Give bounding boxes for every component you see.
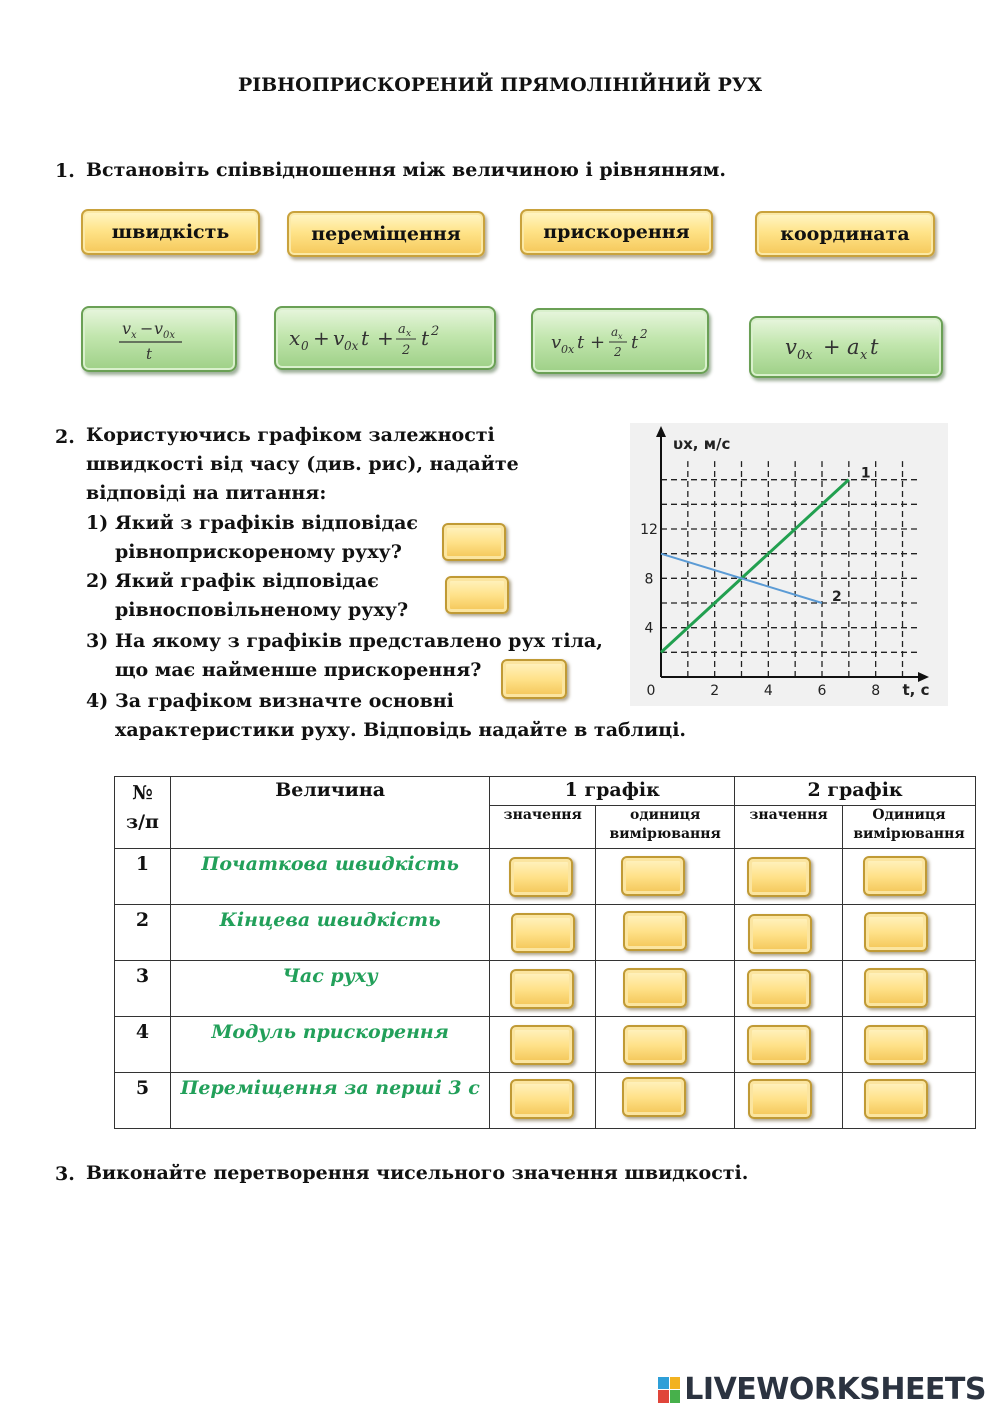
answer-input[interactable] bbox=[748, 1079, 812, 1119]
cell-graph2-unit bbox=[843, 849, 976, 905]
row-quantity-name: Переміщення за перші 3 с bbox=[170, 1073, 489, 1129]
cell-graph2-unit bbox=[843, 1017, 976, 1073]
answer-input[interactable] bbox=[864, 912, 928, 952]
q2-sub3-line-2: що має найменше прискорення? bbox=[115, 659, 482, 681]
answer-input[interactable] bbox=[510, 1025, 574, 1065]
cell-graph1-unit bbox=[596, 1017, 735, 1073]
cell-graph1-value bbox=[490, 905, 596, 961]
cell-graph1-value bbox=[490, 961, 596, 1017]
header-graph2: 2 графік bbox=[735, 777, 976, 806]
formula-card-velocity[interactable] bbox=[749, 316, 943, 378]
q2-sub1 bbox=[86, 509, 418, 567]
cell-graph2-value bbox=[735, 1073, 843, 1129]
header-quantity: Величина bbox=[170, 777, 489, 849]
cell-graph2-value bbox=[735, 1017, 843, 1073]
table-row bbox=[115, 849, 976, 905]
cell-graph1-value bbox=[490, 849, 596, 905]
svg-text:−: − bbox=[140, 319, 154, 338]
header-graph2-unit: Одиниця вимірювання bbox=[843, 806, 976, 849]
velocity-time-chart bbox=[630, 423, 948, 706]
q2-sub3-line-1: На якому з графіків представлено рух тіла, bbox=[115, 630, 603, 652]
formula-coordinate-graphic bbox=[285, 313, 485, 363]
svg-text:+: + bbox=[590, 332, 606, 353]
svg-text:2: 2 bbox=[614, 345, 622, 359]
header-num: № з/п bbox=[115, 777, 171, 849]
logo-icon bbox=[658, 1377, 680, 1403]
svg-text:2: 2 bbox=[431, 324, 440, 339]
answer-input[interactable] bbox=[511, 913, 575, 953]
y-tick-label: 12 bbox=[640, 522, 658, 538]
y-axis-label: υx, м/с bbox=[673, 435, 731, 453]
q2-sub2-line-1: Який графік відповідає bbox=[115, 570, 379, 592]
x-tick-label: 6 bbox=[817, 683, 827, 699]
q2-line-2: швидкості від часу (див. рис), надайте bbox=[86, 453, 519, 475]
row-quantity-name: Модуль прискорення bbox=[170, 1017, 489, 1073]
cell-graph2-unit bbox=[843, 961, 976, 1017]
svg-text:a: a bbox=[398, 322, 406, 337]
quantity-card-displacement[interactable]: переміщення bbox=[287, 211, 485, 257]
svg-text:x: x bbox=[860, 348, 868, 363]
answer-input[interactable] bbox=[747, 969, 811, 1009]
q2-sub4 bbox=[86, 687, 686, 745]
q2-number: 2. bbox=[55, 426, 75, 448]
svg-text:x: x bbox=[618, 332, 623, 341]
svg-text:a: a bbox=[611, 325, 619, 339]
header-graph1-unit: одиниця вимірювання bbox=[596, 806, 735, 849]
svg-text:2: 2 bbox=[640, 327, 648, 341]
series-label-1: 1 bbox=[860, 465, 871, 482]
formula-card-velocity-change[interactable] bbox=[81, 306, 237, 372]
svg-text:v: v bbox=[333, 326, 345, 350]
answer-input[interactable] bbox=[623, 1025, 687, 1065]
q1-number: 1. bbox=[55, 160, 75, 182]
y-tick-label: 8 bbox=[644, 571, 654, 588]
liveworksheets-logo bbox=[658, 1372, 986, 1407]
cell-graph2-unit bbox=[843, 905, 976, 961]
svg-text:0x: 0x bbox=[797, 348, 813, 363]
q2-line-3: відповіді на питання: bbox=[86, 482, 327, 504]
table-row bbox=[115, 1073, 976, 1129]
cell-graph2-value bbox=[735, 961, 843, 1017]
answer-input-q2-2[interactable] bbox=[445, 576, 509, 614]
svg-text:2: 2 bbox=[402, 343, 411, 358]
row-number: 1 bbox=[115, 849, 171, 905]
svg-text:x: x bbox=[406, 329, 412, 339]
cell-graph1-unit bbox=[596, 849, 735, 905]
svg-text:x: x bbox=[131, 330, 137, 341]
quantity-card-velocity[interactable]: швидкість bbox=[81, 209, 260, 255]
svg-text:x: x bbox=[289, 326, 301, 350]
q1-text: Встановіть співвідношення між величиною і рівнянням. bbox=[86, 159, 726, 181]
answer-input[interactable] bbox=[747, 857, 811, 897]
chart-svg bbox=[630, 423, 948, 706]
svg-text:a: a bbox=[847, 335, 860, 359]
svg-text:t: t bbox=[361, 326, 370, 350]
svg-text:+: + bbox=[313, 326, 330, 350]
answer-input[interactable] bbox=[510, 1079, 574, 1119]
x-tick-label: 0 bbox=[646, 683, 656, 699]
svg-text:t: t bbox=[577, 332, 585, 353]
header-graph1: 1 графік bbox=[490, 777, 735, 806]
x-tick-label: 4 bbox=[763, 683, 773, 699]
answer-input[interactable] bbox=[864, 968, 928, 1008]
results-table bbox=[114, 776, 976, 1129]
answer-input[interactable] bbox=[864, 1079, 928, 1119]
q2-sub2-line-2: рівносповільненому руху? bbox=[115, 599, 409, 621]
q2-sub4-line-1: За графіком визначте основні bbox=[115, 690, 454, 712]
q2-text bbox=[86, 421, 519, 508]
answer-input[interactable] bbox=[622, 1077, 686, 1117]
q2-sub3-number: 3) bbox=[86, 630, 109, 652]
answer-input[interactable] bbox=[747, 1025, 811, 1065]
x-axis-label: t, c bbox=[902, 681, 930, 699]
answer-input[interactable] bbox=[509, 857, 573, 897]
cell-graph1-unit bbox=[596, 961, 735, 1017]
table-row bbox=[115, 1017, 976, 1073]
svg-text:t: t bbox=[146, 345, 153, 363]
svg-text:0x: 0x bbox=[163, 330, 176, 341]
q2-sub4-line-2: характеристики руху. Відповідь надайте в таблиці. bbox=[115, 719, 687, 741]
cell-graph1-unit bbox=[596, 905, 735, 961]
formula-acceleration-graphic bbox=[114, 314, 204, 364]
svg-text:t: t bbox=[870, 335, 879, 359]
svg-text:t: t bbox=[421, 326, 430, 350]
x-tick-label: 8 bbox=[871, 683, 881, 699]
svg-text:+: + bbox=[823, 335, 841, 359]
page-title: РІВНОПРИСКОРЕНИЙ ПРЯМОЛІНІЙНИЙ РУХ bbox=[237, 74, 763, 96]
answer-input[interactable] bbox=[748, 914, 812, 954]
quantity-card-coordinate[interactable]: координата bbox=[755, 211, 935, 257]
row-number: 2 bbox=[115, 905, 171, 961]
svg-text:+: + bbox=[377, 326, 394, 350]
q3-number: 3. bbox=[55, 1163, 75, 1185]
cell-graph1-value bbox=[490, 1073, 596, 1129]
svg-text:v: v bbox=[551, 332, 562, 353]
answer-input[interactable] bbox=[623, 968, 687, 1008]
y-axis-arrow bbox=[656, 426, 666, 437]
answer-input[interactable] bbox=[623, 911, 687, 951]
svg-text:v: v bbox=[785, 335, 797, 359]
q2-sub2-number: 2) bbox=[86, 570, 109, 592]
formula-velocity-graphic bbox=[781, 327, 911, 367]
row-quantity-name: Час руху bbox=[170, 961, 489, 1017]
cell-graph1-value bbox=[490, 1017, 596, 1073]
brand-name: LIVEWORKSHEETS bbox=[684, 1372, 986, 1407]
y-tick-label: 4 bbox=[644, 620, 654, 637]
formula-displacement-graphic bbox=[545, 316, 695, 366]
series-label-2: 2 bbox=[832, 589, 842, 605]
q2-sub4-number: 4) bbox=[86, 690, 109, 712]
series-line-1 bbox=[661, 480, 849, 653]
answer-input[interactable] bbox=[621, 856, 685, 896]
row-quantity-name: Кінцева швидкість bbox=[170, 905, 489, 961]
svg-text:t: t bbox=[631, 332, 639, 353]
cell-graph2-value bbox=[735, 849, 843, 905]
q3-text: Виконайте перетворення чисельного значення швидкості. bbox=[86, 1162, 749, 1184]
answer-input-q2-1[interactable] bbox=[442, 523, 506, 561]
q2-sub1-line-2: рівноприскореному руху? bbox=[115, 541, 402, 563]
svg-text:v: v bbox=[122, 319, 132, 338]
q2-sub1-line-1: Який з графіків відповідає bbox=[115, 512, 418, 534]
quantity-card-acceleration[interactable]: прискорення bbox=[520, 209, 713, 255]
cell-graph2-unit bbox=[843, 1073, 976, 1129]
row-quantity-name: Початкова швидкість bbox=[170, 849, 489, 905]
q2-sub1-number: 1) bbox=[86, 512, 109, 534]
svg-text:0x: 0x bbox=[561, 343, 575, 356]
answer-input-q2-3[interactable] bbox=[501, 659, 567, 699]
header-graph1-value: значення bbox=[490, 806, 596, 849]
svg-text:0: 0 bbox=[301, 339, 309, 353]
header-graph2-value: значення bbox=[735, 806, 843, 849]
formula-card-coordinate[interactable] bbox=[274, 306, 496, 370]
svg-text:0x: 0x bbox=[344, 339, 359, 353]
x-tick-label: 2 bbox=[710, 683, 720, 699]
cell-graph1-unit bbox=[596, 1073, 735, 1129]
svg-text:v: v bbox=[154, 319, 164, 338]
row-number: 4 bbox=[115, 1017, 171, 1073]
table-row bbox=[115, 961, 976, 1017]
q2-line-1: Користуючись графіком залежності bbox=[86, 424, 495, 446]
answer-input[interactable] bbox=[863, 856, 927, 896]
answer-input[interactable] bbox=[864, 1025, 928, 1065]
q2-sub2 bbox=[86, 567, 408, 625]
answer-input[interactable] bbox=[510, 969, 574, 1009]
cell-graph2-value bbox=[735, 905, 843, 961]
table-row bbox=[115, 905, 976, 961]
row-number: 3 bbox=[115, 961, 171, 1017]
row-number: 5 bbox=[115, 1073, 171, 1129]
formula-card-displacement[interactable] bbox=[531, 308, 709, 374]
